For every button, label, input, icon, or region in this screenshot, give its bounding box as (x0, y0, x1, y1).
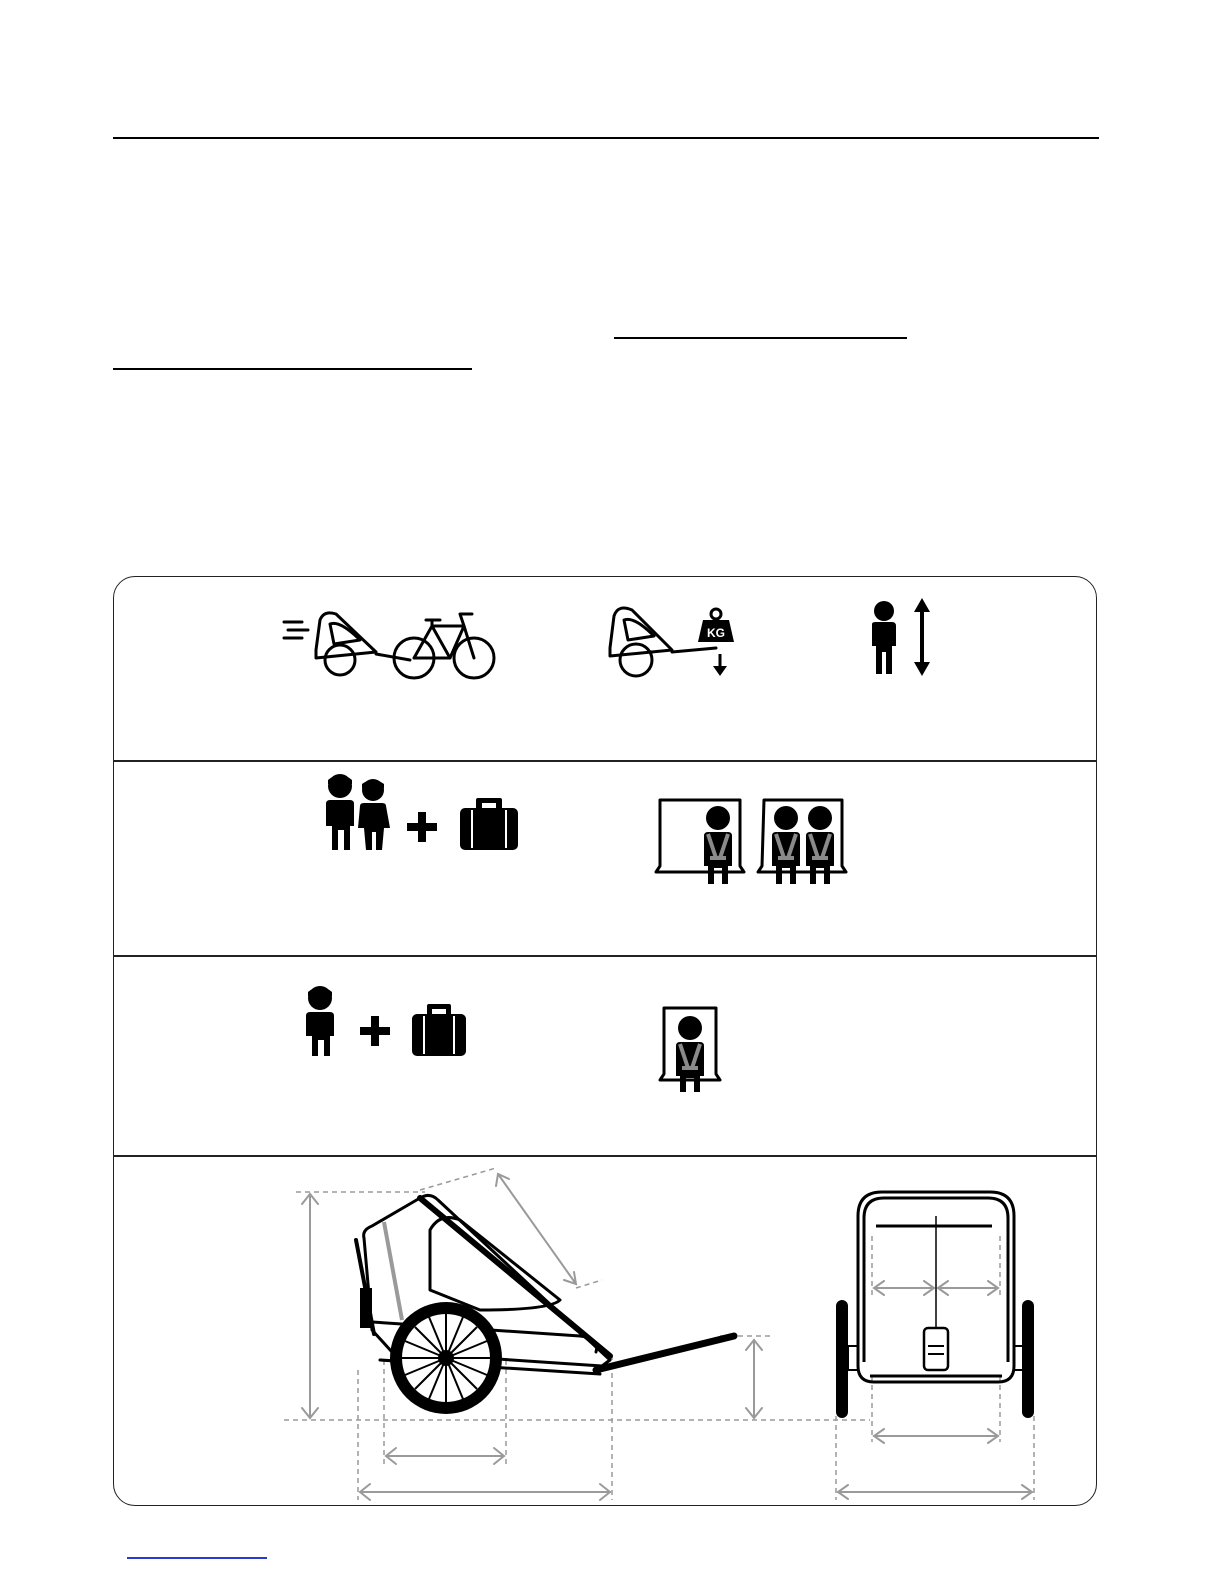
row-divider-1 (114, 760, 1096, 762)
two-children-plus-luggage-icon (320, 772, 520, 854)
footer-link-underline[interactable] (127, 1557, 267, 1559)
tongue-weight-kg-icon (604, 598, 744, 680)
trailer-side-view-dimensions-diagram (280, 1160, 780, 1505)
weight-badge-text: KG (707, 626, 725, 640)
row-divider-2 (114, 955, 1096, 957)
child-height-icon (862, 598, 932, 680)
one-child-plus-luggage-icon (300, 982, 470, 1060)
single-and-double-harness-seat-icon (654, 796, 850, 888)
link-underline-1[interactable] (614, 337, 907, 339)
trailer-with-bicycle-icon (280, 600, 500, 680)
trailer-rear-view-dimensions-diagram (830, 1186, 1042, 1504)
header-rule (113, 137, 1099, 139)
row-divider-3 (114, 1155, 1096, 1157)
single-harness-seat-icon (658, 1006, 724, 1098)
link-underline-2[interactable] (113, 368, 472, 370)
